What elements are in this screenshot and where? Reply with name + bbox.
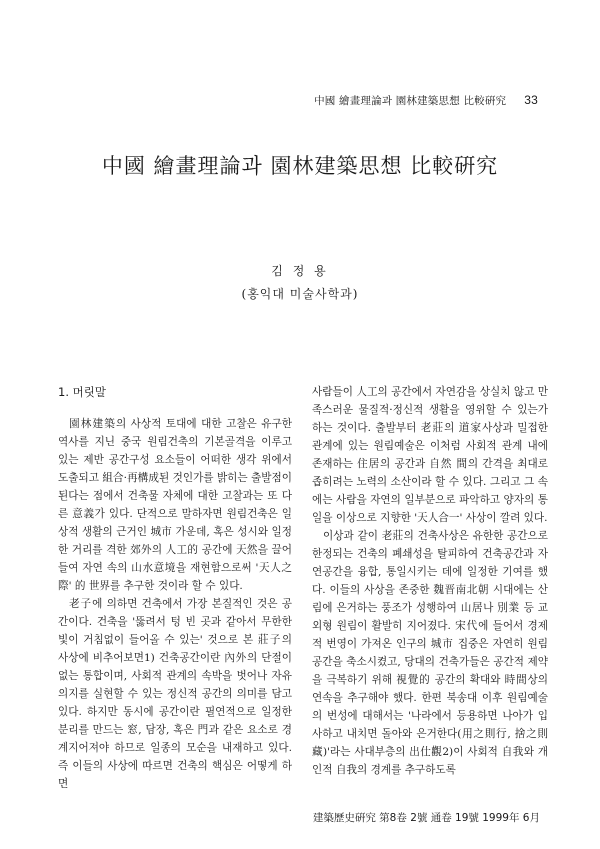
body-paragraph: 이상과 같이 老莊의 건축사상은 유한한 공간으로 한정되는 건축의 폐쇄성을 탈피하여 건축공간과 자연공간을 융합, 통일시키는 데에 일정한 기여를 했다. 이들의 사상을 존중한 魏晋南北朝 시대에는 산림에 은거하는 풍조가 성행하여 山居나 別業 등 교외형 원림이 활발히 지어졌다. 宋代에 들어서 경제적 번영이 가져온 인구의 城市 집중은 자연히 원림공간을 축소시켰고, 당대의 건축가들은 공간적 제약을 극복하기 위해 視覺的 공간의 확대와 時間상의 연속을 추구해야 했다. 한편 북송대 이후 원림예술의 번성에 대해서는 '나라에서 등용하면 나아가 입사하고 내치면 돌아와 은거한다(用之則行, 捨之則藏)'라는 사대부층의 出仕觀2)이 사회적 自我와 개인적 自我의 경계를 추구하도록: [312, 530, 548, 776]
running-title: 中國 繪畫理論과 園林建築思想 比較硏究: [314, 95, 507, 107]
body-paragraph: 老子에 의하면 건축에서 가장 본질적인 것은 공간이다. 건축을 '뚫려서 텅 빈 곳과 같아서 무한한 빛이 거침없이 들어올 수 있는' 것으로 본 莊子의 사상에 비추어보면1) 건축공간이란 內外의 단절이 없는 통합이며, 사회적 관계의 속박을 벗어나 자유의지를 실현할 수 있는 정신적 공간의 의미를 담고 있다. 하지만 동시에 공간이란 필연적으로 일정한 분리를 만드는 窓, 담장, 혹은 門과 같은 요소로 경계지어져야 하므로 일종의 모순을 내재하고 있다. 즉 이들의 사상에 따르면 건축의 핵심은 어떻게 하면: [58, 598, 292, 790]
article-title: 中國 繪畫理論과 園林建築思想 比較硏究: [101, 154, 499, 178]
running-header: [314, 93, 538, 108]
article-author: 김 정 용: [271, 264, 329, 278]
right-column: [312, 383, 548, 779]
body-paragraph: 園林建築의 사상적 토대에 대한 고찰은 유구한 역사를 지닌 중국 원림건축의 기본골격을 이루고 있는 제반 공간구성 요소들이 어떠한 생각 위에서 도출되고 組合·再構成된 것인가를 밝히는 출발점이 된다는 점에서 건축물 자체에 대한 고찰과는 또 다른 意義가 있다. 단적으로 말하자면 원림건축은 일상적 생활의 근거인 城市 가운데, 혹은 성시와 일정한 거리를 격한 郊外의 人工的 공간에 天然을 끌어들여 자연 속의 山水意境을 재현함으로써 '天人之際' 的 世界를 추구한 것이라 할 수 있다.: [58, 418, 292, 592]
section-heading: 1. 머릿말: [58, 385, 106, 399]
author-affiliation: (홍익대 미술사학과): [241, 287, 359, 301]
page-number: 33: [524, 93, 538, 107]
journal-footer: 建築歷史硏究 第8卷 2號 通卷 19號 1999年 6月: [312, 812, 540, 824]
left-column: [58, 383, 292, 793]
body-paragraph: 사람들이 人工의 공간에서 자연감을 상실치 않고 만족스러운 물질적·정신적 생활을 영위할 수 있는가 하는 것이다. 출발부터 老莊의 道家사상과 밀접한 관계에 있는 원림예술은 이처럼 사회적 관계 내에 존재하는 住居의 공간과 自然 間의 간격을 최대로 좁히려는 노력의 소산이라 할 수 있다. 그리고 그 속에는 사람을 자연의 일부분으로 파악하고 양자의 통일을 이상으로 지향한 '天人合一' 사상이 깔려 있다.: [312, 386, 548, 524]
